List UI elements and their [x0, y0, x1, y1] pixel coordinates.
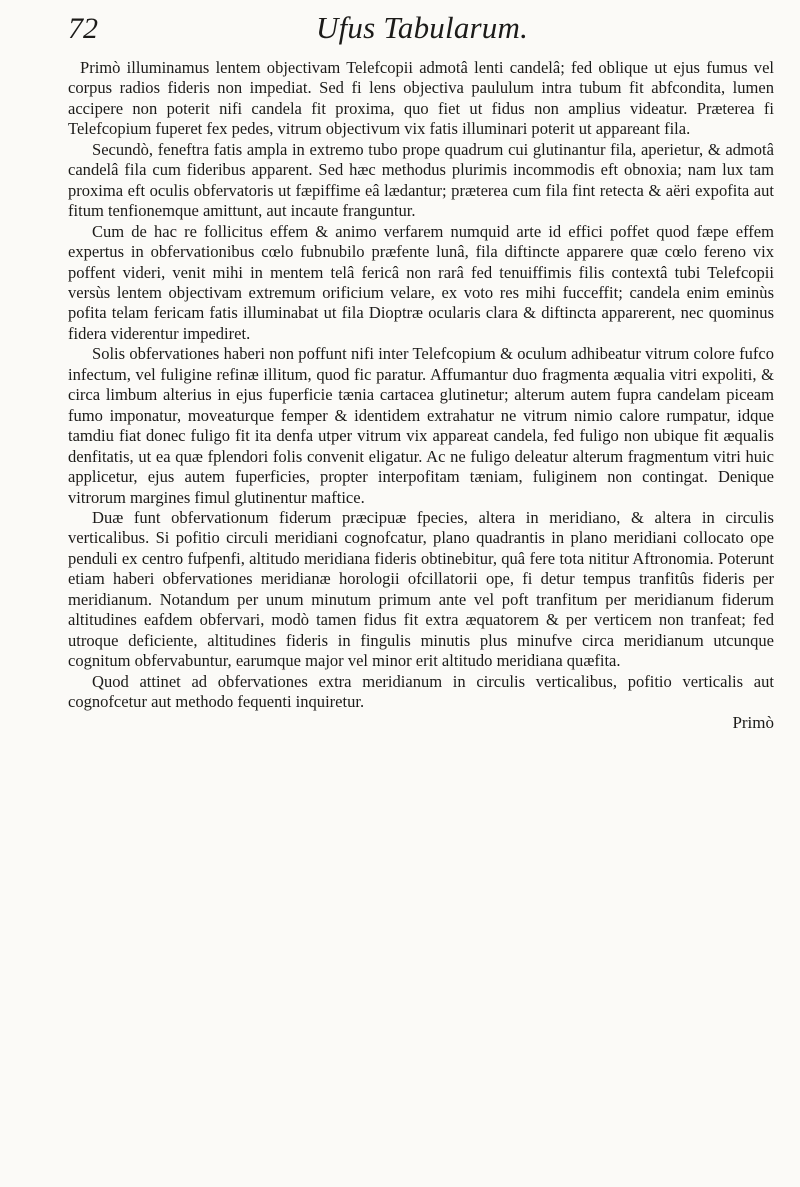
page-header: [68, 10, 774, 58]
paragraph-6: Quod attinet ad obfervationes extra meridianum in circulis verticalibus, pofitio verticalis aut cognofcetur aut methodo fequenti inquiretur.: [68, 671, 774, 712]
paragraph-4: Solis obfervationes haberi non poffunt nifi inter Telefcopium & oculum adhibeatur vitrum colore fufco infectum, vel fuligine refinæ illitum, quod fic paratur. Affumantur duo fragmenta æqualia vitri expoliti, & circa limbum alterius in ejus fuperficie tænia cartacea glutinetur; alterum autem fupra candelam piceam fumo imponatur, moveaturque femper & identidem extrahatur ne vitrum nimio calore rumpatur, idque tamdiu fiat donec fuligo fit ita denfa utper vitrum vix appareat candela, fed fuligo non ubique fit æqualis denfitatis, ut ea quæ fplendori folis convenit eligatur. Ac ne fuligo deleatur alterum fragmentum vitri huic applicetur, ejus autem fuperficies, propter interpofitam tæniam, fuliginem non contingat. Denique vitrorum margines fimul glutinentur maftice.: [68, 344, 774, 507]
body-text: [68, 58, 774, 713]
paragraph-5: Duæ funt obfervationum fiderum præcipuæ fpecies, altera in meridiano, & altera in circulis verticalibus. Si pofitio circuli meridiani cognofcatur, plano quadrantis in plano meridiani collocato ope penduli ex centro fufpenfi, altitudo meridiana fideris obtinebitur, quâ fere tota nititur Aftronomia. Poterunt etiam haberi obfervationes meridianæ horologii ofcillatorii ope, fi detur tempus tranfitûs fideris per meridianum. Notandum per unum minutum primum ante vel poft tranfitum per meridianum fiderum altitudines eafdem obfervari, modò tamen fidus fit extra æquatorem & per verticem non tranfeat; fed utroque deficiente, altitudines fideris in fingulis minutis plus minufve circa meridianum utcunque cognitum obfervabuntur, earumque major vel minor erit altitudo meridiana quæfita.: [68, 507, 774, 671]
paragraph-2: Secundò, feneftra fatis ampla in extremo tubo prope quadrum cui glutinantur fila, aperietur, & admotâ candelâ fila cum fideribus apparent. Sed hæc methodus plurimis incommodis eft obnoxia; nam lux tam proxima eft oculis obfervatoris ut fæpiffime eâ lædantur; præterea cum fila fint retecta & aëri expofita aut fitum tenfionemque amittunt, aut incaute franguntur.: [68, 139, 774, 221]
page-number: 72: [68, 12, 98, 45]
paragraph-1: Primò illuminamus lentem objectivam Telefcopii admotâ lenti candelâ; fed oblique ut ejus fumus vel corpus radios fideris non impediat. Sed fi lens objectiva paululum intra tubum fit abfcondita, lumen accipere non poterit nifi candela fit proxima, quo fiet ut fidus non amplius videatur. Præterea fi Telefcopium fuperet fex pedes, vitrum objectivum vix fatis illuminari poterit ut appareant fila.: [68, 58, 774, 139]
catchword: Primò: [732, 712, 774, 732]
paragraph-3: Cum de hac re follicitus effem & animo verfarem numquid arte id effici poffet quod fæpe effem expertus in obfervationibus cœlo fubnubilo præfente lunâ, fila diftincte apparere quæ cœlo fereno vix poffent videri, venit mihi in mentem telâ fericâ non rarâ fed tenuiffimis filis contextâ tubi Telefcopii versùs lentem objectivam extremum orificium velare, ex voto res mihi fucceffit; candela enim eminùs pofita telam fericam fatis illuminabat ut fila Dioptræ ocularis clara & diftincta apparerent, nec quominus fidera viderentur impediret.: [68, 221, 774, 343]
running-title: Ufus Tabularum.: [316, 10, 529, 45]
